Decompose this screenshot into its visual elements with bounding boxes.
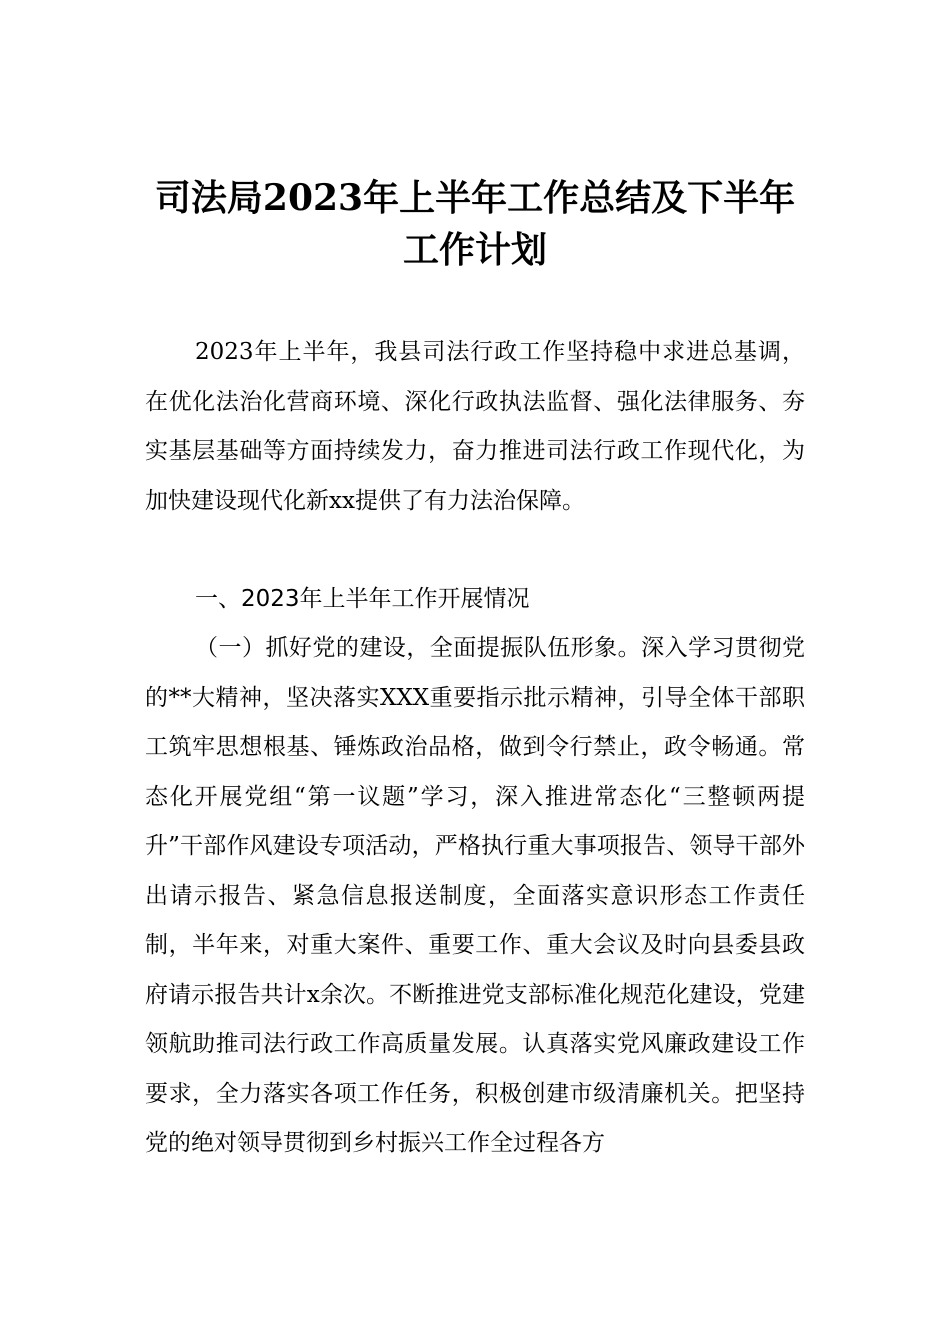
section-heading: 一、2023年上半年工作开展情况 [195, 586, 530, 612]
intro-paragraph: 2023年上半年，我县司法行政工作坚持稳中求进总基调，在优化法治化营商环境、深化行政执法监督、强化法律服务、夯实基层基础等方面持续发力，奋力推进司法行政工作现代化，为加快建设现代化新xx提供了有力法治保障。 [145, 339, 805, 514]
section-paragraph: （一）抓好党的建设，全面提振队伍形象。深入学习贯彻党的**大精神，坚决落实XXX重要指示批示精神，引导全体干部职工筑牢思想根基、锤炼政治品格，做到令行禁止，政令畅通。常态化开展党组“第一议题”学习，深入推进常态化“三整顿两提升”干部作风建设专项活动，严格执行重大事项报告、领导干部外出请示报告、紧急信息报送制度，全面落实意识形态工作责任制，半年来，对重大案件、重要工作、重大会议及时向县委县政府请示报告共计x余次。不断推进党支部标准化规范化建设，党建领航助推司法行政工作高质量发展。认真落实党风廉政建设工作要求，全力落实各项工作任务，积极创建市级清廉机关。把坚持党的绝对领导贯彻到乡村振兴工作全过程各方 [145, 635, 805, 1156]
document-title: 司法局2023年上半年工作总结及下半年工作计划 [154, 177, 796, 271]
